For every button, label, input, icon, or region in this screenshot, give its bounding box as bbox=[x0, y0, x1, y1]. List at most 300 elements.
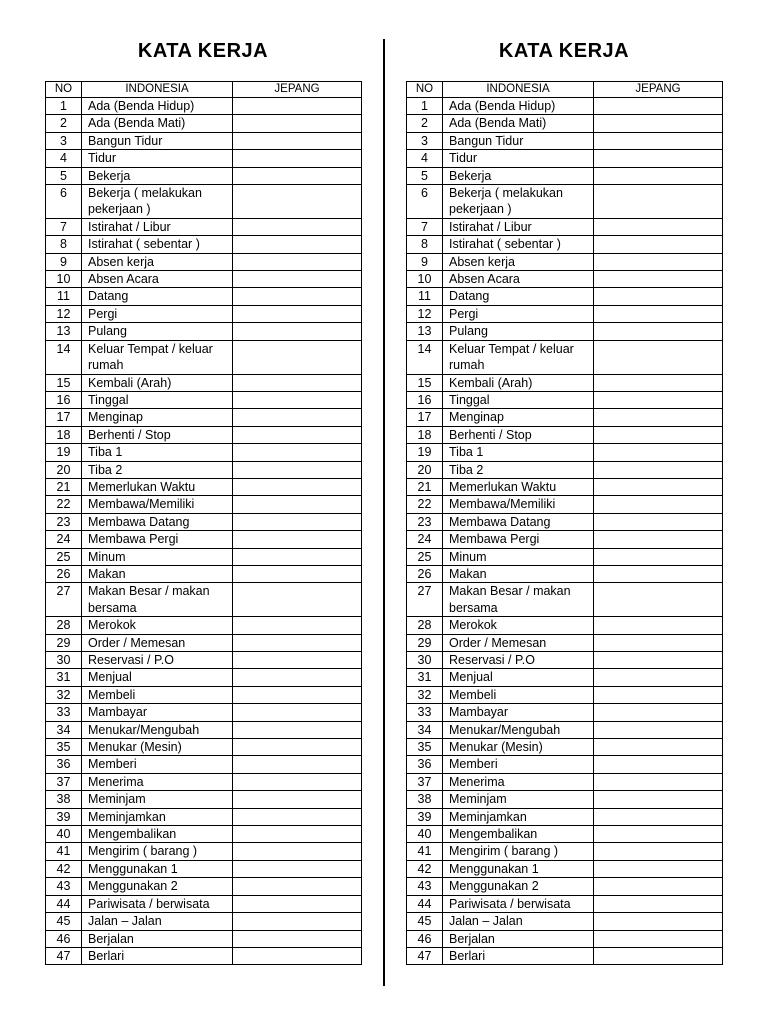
row-number: 27 bbox=[46, 583, 82, 617]
indonesian-word: Memerlukan Waktu bbox=[82, 478, 233, 495]
japanese-answer-cell[interactable] bbox=[594, 305, 723, 322]
header-no: NO bbox=[46, 82, 82, 98]
indonesian-word: Merokok bbox=[82, 617, 233, 634]
japanese-answer-cell[interactable] bbox=[594, 634, 723, 651]
indonesian-word: Bangun Tidur bbox=[443, 132, 594, 149]
row-number: 10 bbox=[46, 271, 82, 288]
japanese-answer-cell[interactable] bbox=[233, 739, 362, 756]
row-number: 1 bbox=[46, 98, 82, 115]
indonesian-word: Berjalan bbox=[82, 930, 233, 947]
table-row bbox=[407, 565, 723, 582]
table-row bbox=[46, 271, 362, 288]
indonesian-word: Jalan – Jalan bbox=[443, 913, 594, 930]
indonesian-word: Mambayar bbox=[82, 704, 233, 721]
row-number: 33 bbox=[46, 704, 82, 721]
center-divider bbox=[383, 39, 385, 986]
row-number: 15 bbox=[46, 374, 82, 391]
table-row bbox=[407, 739, 723, 756]
table-row bbox=[407, 617, 723, 634]
japanese-answer-cell[interactable] bbox=[594, 583, 723, 617]
row-number: 32 bbox=[46, 686, 82, 703]
row-number: 25 bbox=[407, 548, 443, 565]
japanese-answer-cell[interactable] bbox=[233, 686, 362, 703]
table-row bbox=[407, 513, 723, 530]
japanese-answer-cell[interactable] bbox=[594, 444, 723, 461]
japanese-answer-cell[interactable] bbox=[233, 513, 362, 530]
indonesian-word: Ada (Benda Hidup) bbox=[82, 98, 233, 115]
indonesian-word: Minum bbox=[82, 548, 233, 565]
japanese-answer-cell[interactable] bbox=[233, 930, 362, 947]
table-row bbox=[46, 288, 362, 305]
indonesian-word: Istirahat / Libur bbox=[82, 218, 233, 235]
japanese-answer-cell[interactable] bbox=[233, 426, 362, 443]
row-number: 21 bbox=[407, 478, 443, 495]
row-number: 37 bbox=[407, 773, 443, 790]
japanese-answer-cell[interactable] bbox=[594, 652, 723, 669]
japanese-answer-cell[interactable] bbox=[233, 288, 362, 305]
row-number: 43 bbox=[46, 878, 82, 895]
table-row bbox=[46, 739, 362, 756]
indonesian-word: Menukar/Mengubah bbox=[443, 721, 594, 738]
row-number: 27 bbox=[407, 583, 443, 617]
table-row bbox=[46, 773, 362, 790]
japanese-answer-cell[interactable] bbox=[233, 895, 362, 912]
row-number: 30 bbox=[407, 652, 443, 669]
indonesian-word: Menukar/Mengubah bbox=[82, 721, 233, 738]
japanese-answer-cell[interactable] bbox=[233, 218, 362, 235]
row-number: 30 bbox=[46, 652, 82, 669]
table-row bbox=[46, 115, 362, 132]
japanese-answer-cell[interactable] bbox=[233, 132, 362, 149]
japanese-answer-cell[interactable] bbox=[594, 340, 723, 374]
header-jepang: JEPANG bbox=[594, 82, 723, 98]
row-number: 13 bbox=[407, 323, 443, 340]
japanese-answer-cell[interactable] bbox=[594, 496, 723, 513]
indonesian-word: Istirahat / Libur bbox=[443, 218, 594, 235]
row-number: 23 bbox=[46, 513, 82, 530]
row-number: 37 bbox=[46, 773, 82, 790]
table-row bbox=[46, 669, 362, 686]
row-number: 18 bbox=[407, 426, 443, 443]
table-header-row bbox=[46, 82, 362, 98]
table-row bbox=[407, 236, 723, 253]
indonesian-word: Pergi bbox=[443, 305, 594, 322]
indonesian-word: Mambayar bbox=[443, 704, 594, 721]
japanese-answer-cell[interactable] bbox=[594, 565, 723, 582]
japanese-answer-cell[interactable] bbox=[233, 167, 362, 184]
indonesian-word: Keluar Tempat / keluar rumah bbox=[443, 340, 594, 374]
japanese-answer-cell[interactable] bbox=[233, 947, 362, 964]
japanese-answer-cell[interactable] bbox=[233, 652, 362, 669]
japanese-answer-cell[interactable] bbox=[233, 548, 362, 565]
table-row bbox=[407, 167, 723, 184]
indonesian-word: Memerlukan Waktu bbox=[443, 478, 594, 495]
indonesian-word: Istirahat ( sebentar ) bbox=[82, 236, 233, 253]
indonesian-word: Menggunakan 1 bbox=[443, 860, 594, 877]
indonesian-word: Ada (Benda Mati) bbox=[82, 115, 233, 132]
indonesian-word: Meminjamkan bbox=[82, 808, 233, 825]
table-row bbox=[407, 444, 723, 461]
japanese-answer-cell[interactable] bbox=[233, 773, 362, 790]
japanese-answer-cell[interactable] bbox=[594, 409, 723, 426]
indonesian-word: Order / Memesan bbox=[82, 634, 233, 651]
japanese-answer-cell[interactable] bbox=[594, 323, 723, 340]
table-row bbox=[46, 444, 362, 461]
indonesian-word: Membawa/Memiliki bbox=[82, 496, 233, 513]
row-number: 5 bbox=[46, 167, 82, 184]
table-row bbox=[407, 843, 723, 860]
japanese-answer-cell[interactable] bbox=[594, 791, 723, 808]
japanese-answer-cell[interactable] bbox=[594, 236, 723, 253]
row-number: 34 bbox=[407, 721, 443, 738]
japanese-answer-cell[interactable] bbox=[233, 826, 362, 843]
row-number: 44 bbox=[46, 895, 82, 912]
table-row bbox=[407, 98, 723, 115]
japanese-answer-cell[interactable] bbox=[594, 686, 723, 703]
indonesian-word: Berlari bbox=[443, 947, 594, 964]
japanese-answer-cell[interactable] bbox=[233, 721, 362, 738]
japanese-answer-cell[interactable] bbox=[594, 461, 723, 478]
indonesian-word: Mengembalikan bbox=[443, 826, 594, 843]
table-row bbox=[46, 98, 362, 115]
japanese-answer-cell[interactable] bbox=[594, 167, 723, 184]
indonesian-word: Tiba 1 bbox=[443, 444, 594, 461]
indonesian-word: Menukar (Mesin) bbox=[82, 739, 233, 756]
japanese-answer-cell[interactable] bbox=[233, 271, 362, 288]
indonesian-word: Meminjam bbox=[82, 791, 233, 808]
row-number: 42 bbox=[407, 860, 443, 877]
row-number: 21 bbox=[46, 478, 82, 495]
indonesian-word: Pulang bbox=[82, 323, 233, 340]
japanese-answer-cell[interactable] bbox=[594, 253, 723, 270]
japanese-answer-cell[interactable] bbox=[233, 444, 362, 461]
indonesian-word: Tinggal bbox=[82, 391, 233, 408]
japanese-answer-cell[interactable] bbox=[594, 478, 723, 495]
table-row bbox=[407, 132, 723, 149]
japanese-answer-cell[interactable] bbox=[233, 808, 362, 825]
indonesian-word: Meminjam bbox=[443, 791, 594, 808]
japanese-answer-cell[interactable] bbox=[594, 513, 723, 530]
japanese-answer-cell[interactable] bbox=[594, 947, 723, 964]
table-row bbox=[407, 391, 723, 408]
japanese-answer-cell[interactable] bbox=[594, 878, 723, 895]
table-row bbox=[46, 791, 362, 808]
table-row bbox=[46, 323, 362, 340]
japanese-answer-cell[interactable] bbox=[233, 98, 362, 115]
row-number: 7 bbox=[46, 218, 82, 235]
row-number: 40 bbox=[46, 826, 82, 843]
japanese-answer-cell[interactable] bbox=[233, 150, 362, 167]
table-row bbox=[46, 583, 362, 617]
vocab-table bbox=[45, 81, 362, 965]
indonesian-word: Membawa/Memiliki bbox=[443, 496, 594, 513]
table-row bbox=[407, 773, 723, 790]
row-number: 20 bbox=[46, 461, 82, 478]
indonesian-word: Membeli bbox=[82, 686, 233, 703]
table-row bbox=[407, 704, 723, 721]
row-number: 32 bbox=[407, 686, 443, 703]
japanese-answer-cell[interactable] bbox=[233, 756, 362, 773]
japanese-answer-cell[interactable] bbox=[233, 531, 362, 548]
japanese-answer-cell[interactable] bbox=[594, 150, 723, 167]
japanese-answer-cell[interactable] bbox=[233, 374, 362, 391]
row-number: 2 bbox=[407, 115, 443, 132]
indonesian-word: Absen Acara bbox=[82, 271, 233, 288]
row-number: 26 bbox=[46, 565, 82, 582]
indonesian-word: Ada (Benda Hidup) bbox=[443, 98, 594, 115]
row-number: 18 bbox=[46, 426, 82, 443]
row-number: 31 bbox=[46, 669, 82, 686]
row-number: 24 bbox=[46, 531, 82, 548]
table-row bbox=[46, 860, 362, 877]
japanese-answer-cell[interactable] bbox=[233, 305, 362, 322]
table-row bbox=[46, 721, 362, 738]
table-row bbox=[407, 323, 723, 340]
row-number: 2 bbox=[46, 115, 82, 132]
japanese-answer-cell[interactable] bbox=[594, 721, 723, 738]
row-number: 33 bbox=[407, 704, 443, 721]
japanese-answer-cell[interactable] bbox=[233, 185, 362, 219]
indonesian-word: Menginap bbox=[82, 409, 233, 426]
indonesian-word: Menerima bbox=[443, 773, 594, 790]
table-row bbox=[407, 253, 723, 270]
japanese-answer-cell[interactable] bbox=[594, 374, 723, 391]
japanese-answer-cell[interactable] bbox=[594, 617, 723, 634]
indonesian-word: Tiba 1 bbox=[82, 444, 233, 461]
table-row bbox=[46, 185, 362, 219]
indonesian-word: Meminjamkan bbox=[443, 808, 594, 825]
table-row bbox=[407, 531, 723, 548]
row-number: 15 bbox=[407, 374, 443, 391]
japanese-answer-cell[interactable] bbox=[233, 496, 362, 513]
indonesian-word: Ada (Benda Mati) bbox=[443, 115, 594, 132]
japanese-answer-cell[interactable] bbox=[594, 913, 723, 930]
indonesian-word: Keluar Tempat / keluar rumah bbox=[82, 340, 233, 374]
indonesian-word: Tidur bbox=[443, 150, 594, 167]
table-row bbox=[46, 218, 362, 235]
table-row bbox=[407, 150, 723, 167]
indonesian-word: Bekerja bbox=[82, 167, 233, 184]
japanese-answer-cell[interactable] bbox=[594, 426, 723, 443]
table-row bbox=[407, 721, 723, 738]
header-indonesia: INDONESIA bbox=[82, 82, 233, 98]
indonesian-word: Menukar (Mesin) bbox=[443, 739, 594, 756]
indonesian-word: Mengembalikan bbox=[82, 826, 233, 843]
row-number: 34 bbox=[46, 721, 82, 738]
table-row bbox=[407, 878, 723, 895]
indonesian-word: Pergi bbox=[82, 305, 233, 322]
indonesian-word: Order / Memesan bbox=[443, 634, 594, 651]
table-row bbox=[407, 669, 723, 686]
indonesian-word: Berlari bbox=[82, 947, 233, 964]
indonesian-word: Berhenti / Stop bbox=[443, 426, 594, 443]
row-number: 17 bbox=[407, 409, 443, 426]
indonesian-word: Membawa Datang bbox=[443, 513, 594, 530]
row-number: 44 bbox=[407, 895, 443, 912]
japanese-answer-cell[interactable] bbox=[233, 843, 362, 860]
japanese-answer-cell[interactable] bbox=[594, 704, 723, 721]
japanese-answer-cell[interactable] bbox=[233, 913, 362, 930]
japanese-answer-cell[interactable] bbox=[594, 669, 723, 686]
table-row bbox=[407, 548, 723, 565]
japanese-answer-cell[interactable] bbox=[233, 461, 362, 478]
japanese-answer-cell[interactable] bbox=[233, 565, 362, 582]
row-number: 1 bbox=[407, 98, 443, 115]
table-row bbox=[46, 548, 362, 565]
row-number: 12 bbox=[407, 305, 443, 322]
japanese-answer-cell[interactable] bbox=[594, 773, 723, 790]
indonesian-word: Berjalan bbox=[443, 930, 594, 947]
japanese-answer-cell[interactable] bbox=[594, 531, 723, 548]
table-row bbox=[46, 374, 362, 391]
row-number: 6 bbox=[46, 185, 82, 219]
table-row bbox=[46, 409, 362, 426]
row-number: 16 bbox=[46, 391, 82, 408]
indonesian-word: Datang bbox=[443, 288, 594, 305]
japanese-answer-cell[interactable] bbox=[233, 617, 362, 634]
row-number: 6 bbox=[407, 185, 443, 219]
indonesian-word: Tiba 2 bbox=[443, 461, 594, 478]
japanese-answer-cell[interactable] bbox=[594, 185, 723, 219]
indonesian-word: Bekerja bbox=[443, 167, 594, 184]
indonesian-word: Menggunakan 1 bbox=[82, 860, 233, 877]
japanese-answer-cell[interactable] bbox=[594, 132, 723, 149]
table-row bbox=[407, 185, 723, 219]
japanese-answer-cell[interactable] bbox=[233, 115, 362, 132]
indonesian-word: Makan Besar / makan bersama bbox=[443, 583, 594, 617]
indonesian-word: Reservasi / P.O bbox=[82, 652, 233, 669]
table-row bbox=[407, 461, 723, 478]
row-number: 19 bbox=[407, 444, 443, 461]
japanese-answer-cell[interactable] bbox=[594, 843, 723, 860]
indonesian-word: Pulang bbox=[443, 323, 594, 340]
japanese-answer-cell[interactable] bbox=[594, 930, 723, 947]
table-row bbox=[46, 167, 362, 184]
japanese-answer-cell[interactable] bbox=[233, 634, 362, 651]
japanese-answer-cell[interactable] bbox=[233, 253, 362, 270]
table-row bbox=[407, 374, 723, 391]
indonesian-word: Tinggal bbox=[443, 391, 594, 408]
japanese-answer-cell[interactable] bbox=[233, 236, 362, 253]
row-number: 42 bbox=[46, 860, 82, 877]
japanese-answer-cell[interactable] bbox=[594, 548, 723, 565]
row-number: 46 bbox=[46, 930, 82, 947]
japanese-answer-cell[interactable] bbox=[594, 739, 723, 756]
row-number: 24 bbox=[407, 531, 443, 548]
row-number: 9 bbox=[407, 253, 443, 270]
indonesian-word: Pariwisata / berwisata bbox=[443, 895, 594, 912]
table-row bbox=[46, 895, 362, 912]
table-row bbox=[407, 305, 723, 322]
table-row bbox=[407, 947, 723, 964]
indonesian-word: Memberi bbox=[82, 756, 233, 773]
row-number: 13 bbox=[46, 323, 82, 340]
japanese-answer-cell[interactable] bbox=[594, 98, 723, 115]
row-number: 20 bbox=[407, 461, 443, 478]
row-number: 47 bbox=[46, 947, 82, 964]
row-number: 22 bbox=[407, 496, 443, 513]
japanese-answer-cell[interactable] bbox=[594, 756, 723, 773]
table-row bbox=[46, 236, 362, 253]
japanese-answer-cell[interactable] bbox=[594, 115, 723, 132]
table-row bbox=[46, 686, 362, 703]
indonesian-word: Absen kerja bbox=[82, 253, 233, 270]
japanese-answer-cell[interactable] bbox=[594, 218, 723, 235]
row-number: 8 bbox=[46, 236, 82, 253]
japanese-answer-cell[interactable] bbox=[233, 391, 362, 408]
japanese-answer-cell[interactable] bbox=[233, 478, 362, 495]
table-row bbox=[46, 150, 362, 167]
table-row bbox=[46, 565, 362, 582]
row-number: 31 bbox=[407, 669, 443, 686]
indonesian-word: Jalan – Jalan bbox=[82, 913, 233, 930]
indonesian-word: Tiba 2 bbox=[82, 461, 233, 478]
table-row bbox=[407, 218, 723, 235]
row-number: 41 bbox=[407, 843, 443, 860]
table-row bbox=[407, 478, 723, 495]
indonesian-word: Membawa Pergi bbox=[82, 531, 233, 548]
table-row bbox=[407, 930, 723, 947]
japanese-answer-cell[interactable] bbox=[233, 878, 362, 895]
row-number: 14 bbox=[407, 340, 443, 374]
table-row bbox=[46, 513, 362, 530]
indonesian-word: Makan bbox=[82, 565, 233, 582]
indonesian-word: Makan Besar / makan bersama bbox=[82, 583, 233, 617]
row-number: 19 bbox=[46, 444, 82, 461]
table-row bbox=[46, 461, 362, 478]
japanese-answer-cell[interactable] bbox=[233, 409, 362, 426]
table-body bbox=[407, 98, 723, 965]
japanese-answer-cell[interactable] bbox=[594, 826, 723, 843]
indonesian-word: Memberi bbox=[443, 756, 594, 773]
table-row bbox=[407, 409, 723, 426]
japanese-answer-cell[interactable] bbox=[594, 895, 723, 912]
indonesian-word: Istirahat ( sebentar ) bbox=[443, 236, 594, 253]
table-row bbox=[46, 391, 362, 408]
row-number: 36 bbox=[46, 756, 82, 773]
indonesian-word: Menjual bbox=[82, 669, 233, 686]
indonesian-word: Absen Acara bbox=[443, 271, 594, 288]
japanese-answer-cell[interactable] bbox=[594, 288, 723, 305]
table-row bbox=[46, 496, 362, 513]
row-number: 10 bbox=[407, 271, 443, 288]
indonesian-word: Mengirim ( barang ) bbox=[443, 843, 594, 860]
row-number: 35 bbox=[407, 739, 443, 756]
row-number: 22 bbox=[46, 496, 82, 513]
table-row bbox=[46, 617, 362, 634]
page-title: KATA KERJA bbox=[498, 40, 630, 62]
table-row bbox=[407, 271, 723, 288]
japanese-answer-cell[interactable] bbox=[233, 340, 362, 374]
table-body bbox=[46, 98, 362, 965]
japanese-answer-cell[interactable] bbox=[233, 323, 362, 340]
japanese-answer-cell[interactable] bbox=[594, 860, 723, 877]
japanese-answer-cell[interactable] bbox=[233, 860, 362, 877]
row-number: 36 bbox=[407, 756, 443, 773]
header-jepang: JEPANG bbox=[233, 82, 362, 98]
row-number: 40 bbox=[407, 826, 443, 843]
japanese-answer-cell[interactable] bbox=[233, 704, 362, 721]
indonesian-word: Membawa Datang bbox=[82, 513, 233, 530]
table-row bbox=[46, 843, 362, 860]
japanese-answer-cell[interactable] bbox=[233, 669, 362, 686]
japanese-answer-cell[interactable] bbox=[594, 271, 723, 288]
japanese-answer-cell[interactable] bbox=[233, 583, 362, 617]
row-number: 23 bbox=[407, 513, 443, 530]
japanese-answer-cell[interactable] bbox=[594, 391, 723, 408]
japanese-answer-cell[interactable] bbox=[233, 791, 362, 808]
japanese-answer-cell[interactable] bbox=[594, 808, 723, 825]
